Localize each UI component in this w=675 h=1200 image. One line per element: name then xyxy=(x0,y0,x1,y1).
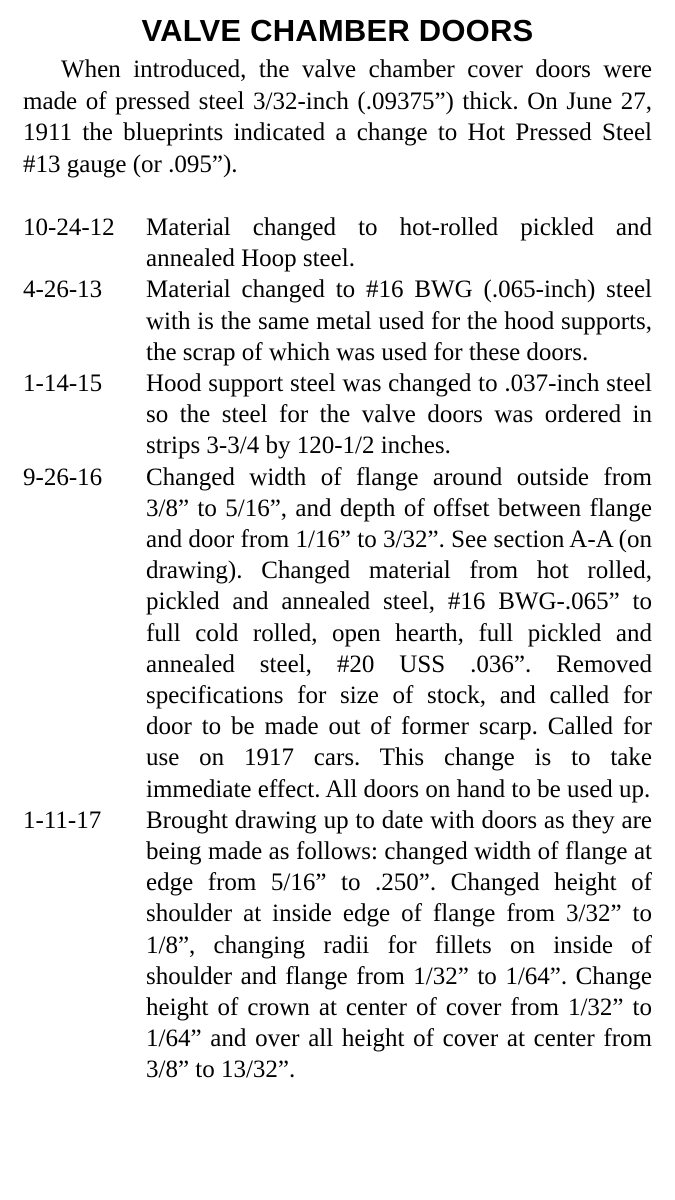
entry-description: Brought drawing up to date with doors as they are being made as follows: changed width of flange at edge from 5/16” to .250”. Changed height of shoulder at inside edge of flange from 3/32” to 1/8”, changing radii for fillets on inside of shoulder and flange from 1/32” to 1/64”. Change height of crown at center of cover from 1/32” to 1/64” and over all height of cover at center from 3/8” to 13/32”. xyxy=(146,806,652,1084)
entry-description: Changed width of flange around outside from 3/8” to 5/16”, and depth of offset between flange and door from 1/16” to 3/32”. See section A-A (on drawing). Changed material from hot rolled, pickled and annealed steel, #16 BWG-.065” to full cold rolled, open hearth, full pickled and annealed steel, #20 USS .036”. Removed specifications for size of stock, and called for door to be made out of former scarp. Called for use on 1917 cars. This change is to take immediate effect. All doors on hand to be used up. xyxy=(146,463,652,803)
entry-description: Material changed to hot-rolled pickled and annealed Hoop steel. xyxy=(146,214,652,273)
change-entry xyxy=(23,805,652,1086)
change-entry xyxy=(23,462,652,805)
change-entry xyxy=(23,274,652,368)
entry-description: Hood support steel was changed to .037-inch steel so the steel for the valve doors was ordered in strips 3-3/4 by 120-1/2 inches. xyxy=(146,370,652,460)
entry-date: 10-24-12 xyxy=(23,214,115,241)
change-log xyxy=(23,212,652,1086)
intro-paragraph: When introduced, the valve chamber cover doors were made of pressed steel 3/32-inch (.09375”) thick. On June 27, 1911 the blueprints indicated a change to Hot Pressed Steel #13 gauge (or .095”). xyxy=(23,56,652,178)
entry-date: 1-14-15 xyxy=(23,370,103,398)
entry-description: Material changed to #16 BWG (.065-inch) steel with is the same metal used for the hood supports, the scrap of which was used for these doors. xyxy=(146,276,652,366)
entry-date: 9-26-16 xyxy=(23,463,103,491)
change-entry xyxy=(23,368,652,462)
change-entry xyxy=(23,212,652,274)
entry-date: 1-11-17 xyxy=(23,806,102,834)
document-title: VALVE CHAMBER DOORS xyxy=(141,13,534,48)
entry-date: 4-26-13 xyxy=(23,276,103,304)
